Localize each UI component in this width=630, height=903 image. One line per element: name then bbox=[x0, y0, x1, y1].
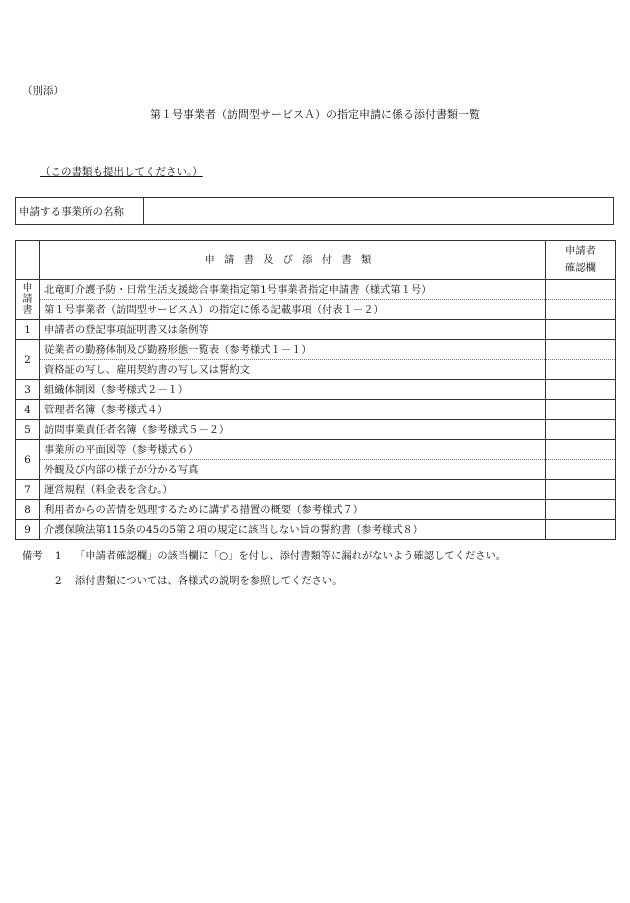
office-name-label: 申請する事業所の名称 bbox=[16, 198, 144, 224]
document-item: 外観及び内部の様子が分かる写真 bbox=[40, 460, 546, 480]
table-row bbox=[16, 520, 616, 540]
confirm-cell[interactable] bbox=[546, 500, 616, 520]
table-row bbox=[16, 360, 616, 380]
attachment-label: （別添） bbox=[22, 85, 64, 97]
table-row bbox=[16, 300, 616, 320]
table-row bbox=[16, 460, 616, 480]
table-row bbox=[16, 420, 616, 440]
row-number: 8 bbox=[16, 500, 40, 520]
table-row bbox=[16, 320, 616, 340]
confirm-cell[interactable] bbox=[546, 520, 616, 540]
remark-item bbox=[22, 547, 506, 562]
document-item: 資格証の写し、雇用契約書の写し又は誓約文 bbox=[40, 360, 546, 380]
document-item: 組織体制図（参考様式２－１） bbox=[40, 380, 546, 400]
remark-number: 1 bbox=[55, 550, 62, 562]
document-item: 第１号事業者（訪問型サービスＡ）の指定に係る記載事項（付表１－２） bbox=[40, 300, 546, 320]
row-number: 6 bbox=[16, 440, 40, 480]
row-number: 3 bbox=[16, 380, 40, 400]
office-name-field[interactable] bbox=[144, 198, 613, 224]
table-row bbox=[16, 280, 616, 300]
header-blank-cell bbox=[16, 241, 40, 280]
document-title: 第１号事業者（訪問型サービスＡ）の指定申請に係る添付書類一覧 bbox=[150, 108, 480, 121]
section-label: 申 請 書 bbox=[16, 280, 40, 320]
table-row bbox=[16, 380, 616, 400]
row-number: 5 bbox=[16, 420, 40, 440]
confirm-cell[interactable] bbox=[546, 480, 616, 500]
remarks-label: 備考 bbox=[22, 550, 43, 562]
row-number: 2 bbox=[16, 340, 40, 380]
table-row bbox=[16, 340, 616, 360]
remark-text: 添付書類については、各様式の説明を参照してください。 bbox=[75, 575, 343, 587]
confirm-cell[interactable] bbox=[546, 380, 616, 400]
office-name-box bbox=[15, 197, 614, 225]
row-number: 7 bbox=[16, 480, 40, 500]
remark-item bbox=[22, 572, 343, 587]
confirm-cell[interactable] bbox=[546, 320, 616, 340]
header-confirm bbox=[546, 241, 616, 280]
confirm-cell[interactable] bbox=[546, 280, 616, 300]
header-confirm-line1: 申請者 bbox=[565, 245, 596, 257]
confirm-cell[interactable] bbox=[546, 440, 616, 460]
table-header-row bbox=[16, 241, 616, 280]
row-number: 4 bbox=[16, 400, 40, 420]
attachments-table bbox=[15, 240, 616, 540]
row-number: 1 bbox=[16, 320, 40, 340]
document-item: 事業所の平面図等（参考様式６） bbox=[40, 440, 546, 460]
confirm-cell[interactable] bbox=[546, 420, 616, 440]
header-docs: 申請書及び添付書類 bbox=[40, 241, 546, 280]
confirm-cell[interactable] bbox=[546, 300, 616, 320]
document-item: 訪問事業責任者名簿（参考様式５－２） bbox=[40, 420, 546, 440]
document-item: 申請者の登記事項証明書又は条例等 bbox=[40, 320, 546, 340]
table-row bbox=[16, 440, 616, 460]
remark-number: 2 bbox=[55, 575, 62, 587]
confirm-cell[interactable] bbox=[546, 340, 616, 360]
submit-note: （この書類も提出してください。） bbox=[40, 166, 203, 178]
confirm-cell[interactable] bbox=[546, 400, 616, 420]
document-item: 従業者の勤務体制及び勤務形態一覧表（参考様式１－１） bbox=[40, 340, 546, 360]
confirm-cell[interactable] bbox=[546, 360, 616, 380]
document-item: 運営規程（料金表を含む。） bbox=[40, 480, 546, 500]
remark-text: 「申請者確認欄」の該当欄に「○」を付し、添付書類等に漏れがないよう確認してください。 bbox=[75, 550, 507, 562]
table-row bbox=[16, 480, 616, 500]
document-item: 北竜町介護予防・日常生活支援総合事業指定第1号事業者指定申請書（様式第１号） bbox=[40, 280, 546, 300]
table-row bbox=[16, 500, 616, 520]
header-confirm-line2: 確認欄 bbox=[565, 262, 596, 274]
document-item: 管理者名簿（参考様式４） bbox=[40, 400, 546, 420]
document-item: 介護保険法第115条の45の5第２項の規定に該当しない旨の誓約書（参考様式８） bbox=[40, 520, 546, 540]
row-number: 9 bbox=[16, 520, 40, 540]
document-item: 利用者からの苦情を処理するために講ずる措置の概要（参考様式７） bbox=[40, 500, 546, 520]
table-row bbox=[16, 400, 616, 420]
confirm-cell[interactable] bbox=[546, 460, 616, 480]
